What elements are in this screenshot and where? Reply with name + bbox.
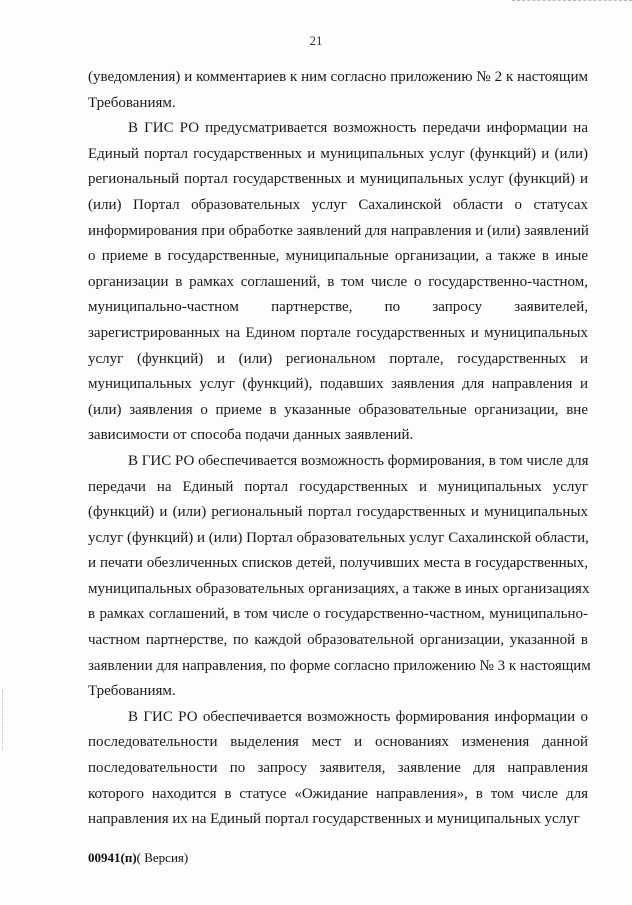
document-code: 00941(п): [88, 850, 137, 865]
paragraph: [88, 449, 591, 705]
text-line: которого находится в статусе «Ожидание направления», в том числе для: [88, 785, 588, 802]
text-line: в рамках соглашений, в том числе о государственно-частном, муниципально-: [88, 606, 588, 623]
text-line: (уведомления) и комментариев к ним согласно приложению № 2 к настоящим: [88, 69, 588, 85]
page-number: 21: [309, 33, 323, 48]
text-line: (функций) и (или) региональный портал государственных и муниципальных: [88, 504, 588, 521]
text-line: (или) Портал образовательных услуг Сахалинской области о статусах: [88, 196, 588, 213]
text-line: Требованиям.: [88, 94, 176, 111]
text-line: заявлении для направления, по форме согласно приложению № 3 к настоящим: [88, 657, 591, 674]
page-edge-mark: [512, 0, 632, 3]
text-line: муниципальных услуг (функций), подавших заявления для направления и: [88, 376, 588, 393]
text-line: информирования при обработке заявлений для направления и (или) заявлений: [88, 222, 589, 239]
text-line: частном партнерстве, по каждой образовательной организации, указанной в: [88, 632, 588, 649]
text-line: муниципальных образовательных организациях, а также в иных организациях: [88, 580, 590, 597]
text-line: зависимости от способа подачи данных заявлений.: [88, 427, 414, 444]
paragraph: [88, 65, 588, 116]
paragraph: [88, 705, 588, 833]
text-line: последовательности по запросу заявителя, заявление для направления: [88, 760, 588, 777]
text-line: услуг (функций) и (или) Портал образовательных услуг Сахалинской области,: [88, 529, 589, 546]
text-line: и печати обезличенных списков детей, получивших места в государственных,: [88, 555, 588, 572]
text-line: последовательности выделения мест и основаниях изменения данной: [88, 734, 588, 751]
scan-margin-mark: [2, 690, 5, 750]
text-line: о приеме в государственные, муниципальные организации, а также в иные: [88, 248, 588, 265]
text-line: организации в рамках соглашений, в том числе о государственно-частном,: [88, 273, 588, 290]
text-line: направления их на Единый портал государственных и муниципальных услуг: [88, 811, 580, 828]
text-line: (или) заявления о приеме в указанные образовательные организации, вне: [88, 401, 588, 418]
body-text: [88, 65, 591, 833]
text-line: Требованиям.: [88, 683, 176, 700]
text-line: В ГИС РО предусматривается возможность передачи информации на: [128, 120, 588, 137]
footer: [88, 850, 188, 866]
text-line: передачи на Единый портал государственных и муниципальных услуг: [88, 478, 588, 495]
text-line: зарегистрированных на Едином портале государственных и муниципальных: [88, 324, 588, 341]
text-line: В ГИС РО обеспечивается возможность формирования, в том числе для: [128, 452, 589, 469]
text-line: региональный портал государственных и муниципальных услуг (функций) и: [88, 171, 588, 188]
text-line: В ГИС РО обеспечивается возможность формирования информации о: [128, 708, 588, 725]
text-line: услуг (функций) и (или) региональном портале, государственных и: [88, 350, 588, 367]
paragraph: [88, 116, 588, 449]
text-line: муниципально-частном партнерстве, по запросу заявителей,: [88, 299, 588, 316]
text-line: Единый портал государственных и муниципальных услуг (функций) и (или): [88, 145, 588, 162]
document-version: ( Версия): [136, 850, 189, 865]
